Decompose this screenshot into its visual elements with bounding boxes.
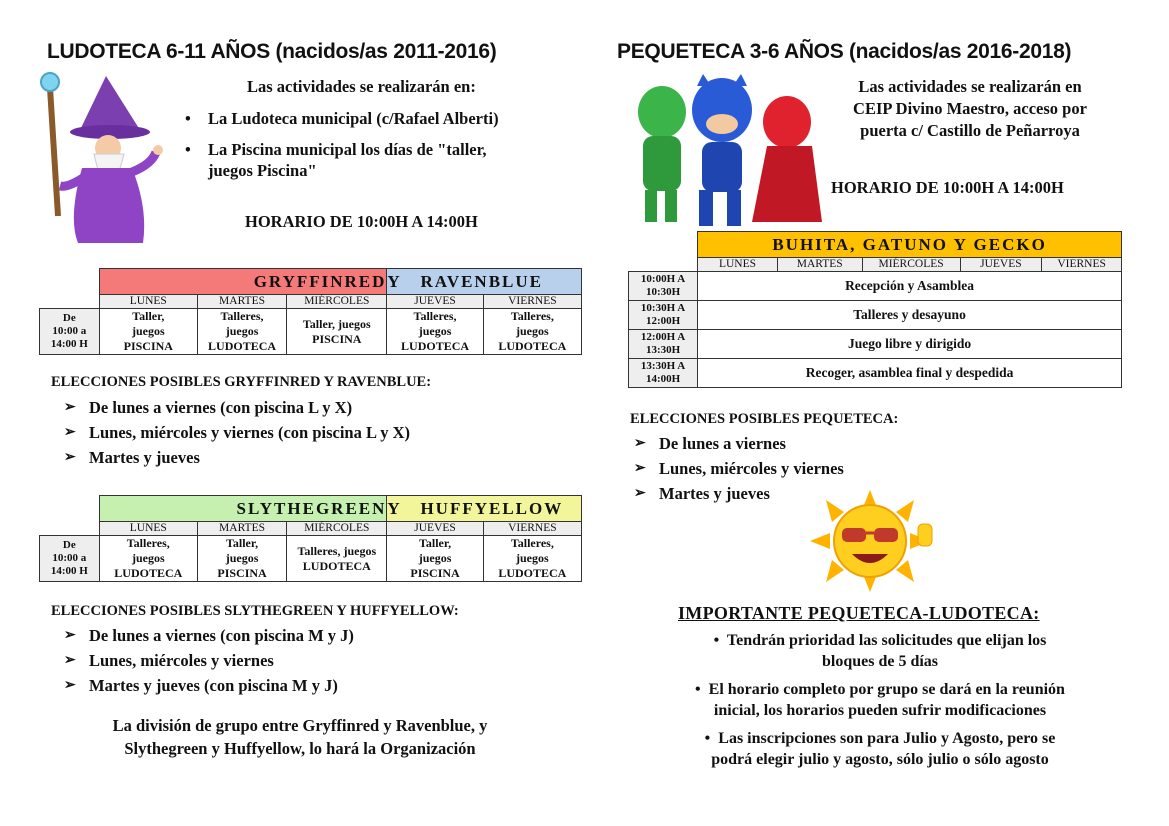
heroes-icon (627, 72, 822, 228)
group-division-note: La división de grupo entre Gryffinred y Ravenblue, y Slythegreen y Huffyellow, lo hará la Organización (112, 716, 488, 758)
day-header: MARTES (197, 295, 286, 309)
time-cell: De 10:00 a 14:00 H (40, 309, 100, 355)
day-header: VIERNES (1042, 258, 1122, 272)
bullet-icon: • (704, 730, 711, 747)
choice-item: ➢ Martes y jueves (con piscina M y J) (62, 673, 354, 698)
wizard-icon (28, 68, 163, 248)
activity-row: Recoger, asamblea final y despedida (698, 359, 1122, 388)
day-header: MARTES (777, 258, 862, 272)
place-item: • La Ludoteca municipal (c/Rafael Alberti) (185, 109, 499, 128)
choice-item: ➢ De lunes a viernes (632, 431, 844, 456)
group-band-b: Y HUFFYELLOW (387, 496, 582, 522)
gryffinred-ravenblue-table (39, 268, 582, 355)
activity-row: Juego libre y dirigido (698, 330, 1122, 359)
ludoteca-intro: Las actividades se realizarán en: (247, 77, 476, 96)
day-header: LUNES (99, 522, 197, 536)
activity-cell: Talleres, juegos LUDOTECA (483, 536, 581, 582)
activity-cell: Talleres, juegos LUDOTECA (287, 536, 387, 582)
ludoteca-title: LUDOTECA 6-11 AÑOS (nacidos/as 2011-2016) (47, 40, 497, 63)
pequeteca-title: PEQUETECA 3-6 AÑOS (nacidos/as 2016-2018) (617, 40, 1072, 63)
time-cell: 10:00H A 10:30H (629, 272, 698, 301)
group-band-b: Y RAVENBLUE (387, 269, 582, 295)
choice-item: ➢ De lunes a viernes (con piscina L y X) (62, 395, 410, 420)
day-header: JUEVES (387, 522, 483, 536)
bullet-icon: • (713, 632, 720, 649)
activity-cell: Talleres, juegos LUDOTECA (387, 309, 483, 355)
bullet-icon: • (185, 109, 191, 128)
day-header: LUNES (99, 295, 197, 309)
places-list (181, 108, 571, 181)
sun-icon (810, 490, 940, 592)
bullet-icon: • (185, 140, 191, 159)
time-cell: 10:30H A 12:00H (629, 301, 698, 330)
arrow-icon: ➢ (64, 653, 76, 668)
group2-choices (62, 623, 354, 698)
day-header: VIERNES (483, 522, 581, 536)
arrow-icon: ➢ (64, 425, 76, 440)
pequeteca-choices-title: ELECCIONES POSIBLES PEQUETECA: (630, 411, 899, 427)
activity-row: Recepción y Asamblea (698, 272, 1122, 301)
day-header: LUNES (698, 258, 778, 272)
day-header: MARTES (197, 522, 286, 536)
activity-cell: Talleres, juegos LUDOTECA (197, 309, 286, 355)
activity-cell: Talleres, juegos LUDOTECA (99, 536, 197, 582)
group1-choices-title: ELECCIONES POSIBLES GRYFFINRED Y RAVENBLUE: (51, 374, 432, 390)
important-title: IMPORTANTE PEQUETECA-LUDOTECA: (678, 603, 1040, 623)
arrow-icon: ➢ (634, 461, 646, 476)
arrow-icon: ➢ (64, 678, 76, 693)
important-item: • El horario completo por grupo se dará en la reunión inicial, los horarios pueden sufrir modificaciones (695, 681, 1065, 719)
group-band-a: SLYTHEGREEN (99, 496, 387, 522)
pequeteca-intro: Las actividades se realizarán en CEIP Divino Maestro, acceso por puerta c/ Castillo de Peñarroya (853, 77, 1087, 140)
group-band-a: GRYFFINRED (99, 269, 387, 295)
day-header: MIÉRCOLES (287, 522, 387, 536)
choice-item: ➢ De lunes a viernes (con piscina M y J) (62, 623, 354, 648)
activity-cell: Taller, juegos PISCINA (99, 309, 197, 355)
ludoteca-schedule: HORARIO DE 10:00H A 14:00H (245, 212, 478, 231)
group2-choices-title: ELECCIONES POSIBLES SLYTHEGREEN Y HUFFYELLOW: (51, 603, 459, 619)
important-list (640, 630, 1120, 770)
time-cell: De 10:00 a 14:00 H (40, 536, 100, 582)
choice-item: ➢ Martes y jueves (62, 445, 410, 470)
day-header: MIÉRCOLES (862, 258, 960, 272)
choice-item: ➢ Lunes, miércoles y viernes (62, 648, 354, 673)
arrow-icon: ➢ (634, 486, 646, 501)
bullet-icon: • (695, 681, 701, 698)
pequeteca-table (628, 231, 1122, 388)
group-band: BUHITA, GATUNO Y GECKO (698, 232, 1122, 258)
place-item: • La Piscina municipal los días de "taller, juegos Piscina" (185, 140, 487, 180)
day-header: JUEVES (960, 258, 1042, 272)
arrow-icon: ➢ (64, 628, 76, 643)
choice-item: ➢ Martes y jueves (632, 481, 844, 506)
activity-row: Talleres y desayuno (698, 301, 1122, 330)
day-header: JUEVES (387, 295, 483, 309)
activity-cell: Taller, juegos PISCINA (197, 536, 286, 582)
important-item: • Las inscripciones son para Julio y Agosto, pero se podrá elegir julio y agosto, sólo julio o sólo agosto (704, 730, 1056, 768)
activity-cell: Taller, juegos PISCINA (387, 536, 483, 582)
choice-item: ➢ Lunes, miércoles y viernes (632, 456, 844, 481)
important-item: • Tendrán prioridad las solicitudes que elijan los bloques de 5 días (713, 632, 1047, 670)
activity-cell: Talleres, juegos LUDOTECA (483, 309, 581, 355)
choice-item: ➢ Lunes, miércoles y viernes (con piscina L y X) (62, 420, 410, 445)
activity-cell: Taller, juegos PISCINA (287, 309, 387, 355)
time-cell: 12:00H A 13:30H (629, 330, 698, 359)
arrow-icon: ➢ (64, 450, 76, 465)
group1-choices (62, 395, 410, 470)
day-header: VIERNES (483, 295, 581, 309)
time-cell: 13:30H A 14:00H (629, 359, 698, 388)
arrow-icon: ➢ (64, 400, 76, 415)
arrow-icon: ➢ (634, 436, 646, 451)
day-header: MIÉRCOLES (287, 295, 387, 309)
pequeteca-schedule: HORARIO DE 10:00H A 14:00H (831, 178, 1064, 197)
slythegreen-huffyellow-table (39, 495, 582, 582)
